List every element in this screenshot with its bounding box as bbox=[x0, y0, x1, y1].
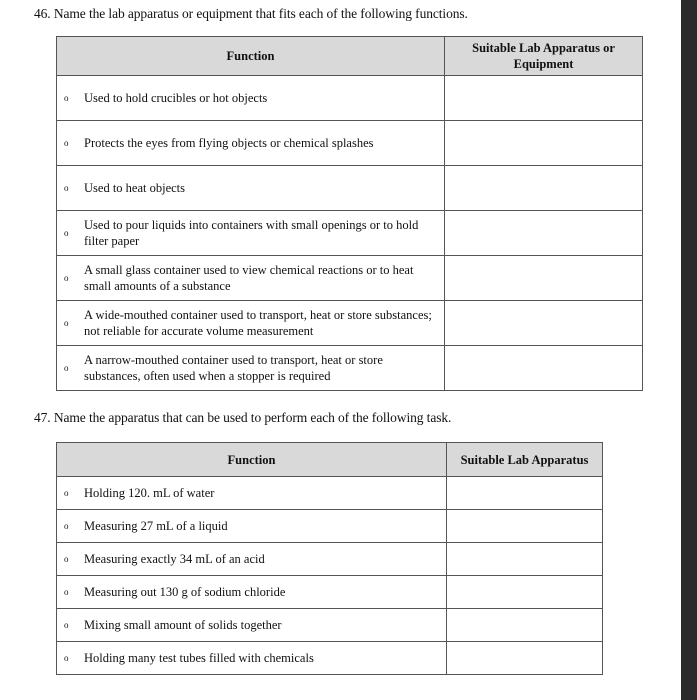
bullet-icon: o bbox=[64, 138, 69, 148]
bullet-icon: o bbox=[64, 183, 69, 193]
table-row bbox=[57, 642, 603, 675]
table-row bbox=[57, 609, 603, 642]
function-text: Protects the eyes from flying objects or chemical splashes bbox=[84, 136, 374, 150]
answer-cell[interactable] bbox=[445, 211, 643, 256]
answer-cell[interactable] bbox=[447, 576, 603, 609]
function-cell bbox=[57, 256, 445, 301]
question-47-table bbox=[56, 442, 603, 675]
function-cell bbox=[57, 543, 447, 576]
answer-cell[interactable] bbox=[445, 301, 643, 346]
function-cell bbox=[57, 76, 445, 121]
table-row bbox=[57, 543, 603, 576]
function-cell bbox=[57, 609, 447, 642]
function-text: Measuring 27 mL of a liquid bbox=[84, 519, 228, 533]
bullet-icon: o bbox=[64, 273, 69, 283]
function-text: Holding 120. mL of water bbox=[84, 486, 215, 500]
question-47-title: 47. Name the apparatus that can be used to perform each of the following task. bbox=[34, 410, 452, 425]
bullet-icon: o bbox=[64, 620, 69, 630]
function-cell bbox=[57, 510, 447, 543]
table-row bbox=[57, 211, 643, 256]
function-text: Measuring out 130 g of sodium chloride bbox=[84, 585, 286, 599]
header-function: Function bbox=[57, 443, 447, 477]
answer-cell[interactable] bbox=[447, 642, 603, 675]
function-cell bbox=[57, 477, 447, 510]
table-header-row bbox=[57, 37, 643, 76]
function-cell bbox=[57, 642, 447, 675]
table-row bbox=[57, 576, 603, 609]
answer-cell[interactable] bbox=[447, 543, 603, 576]
table-row bbox=[57, 256, 643, 301]
function-cell bbox=[57, 166, 445, 211]
header-function: Function bbox=[57, 37, 445, 76]
answer-cell[interactable] bbox=[445, 166, 643, 211]
table-row bbox=[57, 510, 603, 543]
table-row bbox=[57, 301, 643, 346]
function-text: A small glass container used to view chemical reactions or to heat small amounts of a substance bbox=[84, 263, 414, 293]
header-apparatus: Suitable Lab Apparatus or Equipment bbox=[445, 37, 643, 76]
bullet-icon: o bbox=[64, 363, 69, 373]
bullet-icon: o bbox=[64, 488, 69, 498]
table-row bbox=[57, 76, 643, 121]
table-header-row bbox=[57, 443, 603, 477]
bullet-icon: o bbox=[64, 554, 69, 564]
function-text: Used to heat objects bbox=[84, 181, 186, 195]
answer-cell[interactable] bbox=[445, 256, 643, 301]
function-text: Holding many test tubes filled with chemicals bbox=[84, 651, 314, 665]
bullet-icon: o bbox=[64, 228, 69, 238]
function-cell bbox=[57, 121, 445, 166]
function-text: Mixing small amount of solids together bbox=[84, 618, 282, 632]
table-row bbox=[57, 477, 603, 510]
function-text: A wide-mouthed container used to transport, heat or store substances; not reliable for accurate volume measurement bbox=[84, 308, 432, 338]
answer-cell[interactable] bbox=[445, 121, 643, 166]
bullet-icon: o bbox=[64, 653, 69, 663]
function-text: A narrow-mouthed container used to transport, heat or store substances, often used when a stopper is required bbox=[84, 353, 383, 383]
bullet-icon: o bbox=[64, 318, 69, 328]
scrollbar[interactable] bbox=[681, 0, 697, 700]
table-row bbox=[57, 346, 643, 391]
function-text: Measuring exactly 34 mL of an acid bbox=[84, 552, 265, 566]
function-cell bbox=[57, 211, 445, 256]
question-46-title: 46. Name the lab apparatus or equipment that fits each of the following functions. bbox=[34, 6, 468, 21]
answer-cell[interactable] bbox=[447, 477, 603, 510]
table-row bbox=[57, 166, 643, 211]
question-46-table bbox=[56, 36, 643, 391]
header-apparatus: Suitable Lab Apparatus bbox=[447, 443, 603, 477]
bullet-icon: o bbox=[64, 587, 69, 597]
function-cell bbox=[57, 576, 447, 609]
function-text: Used to hold crucibles or hot objects bbox=[84, 91, 268, 105]
answer-cell[interactable] bbox=[445, 346, 643, 391]
answer-cell[interactable] bbox=[445, 76, 643, 121]
bullet-icon: o bbox=[64, 521, 69, 531]
answer-cell[interactable] bbox=[447, 510, 603, 543]
function-cell bbox=[57, 346, 445, 391]
answer-cell[interactable] bbox=[447, 609, 603, 642]
table-row bbox=[57, 121, 643, 166]
bullet-icon: o bbox=[64, 93, 69, 103]
function-text: Used to pour liquids into containers with small openings or to hold filter paper bbox=[84, 218, 419, 248]
function-cell bbox=[57, 301, 445, 346]
